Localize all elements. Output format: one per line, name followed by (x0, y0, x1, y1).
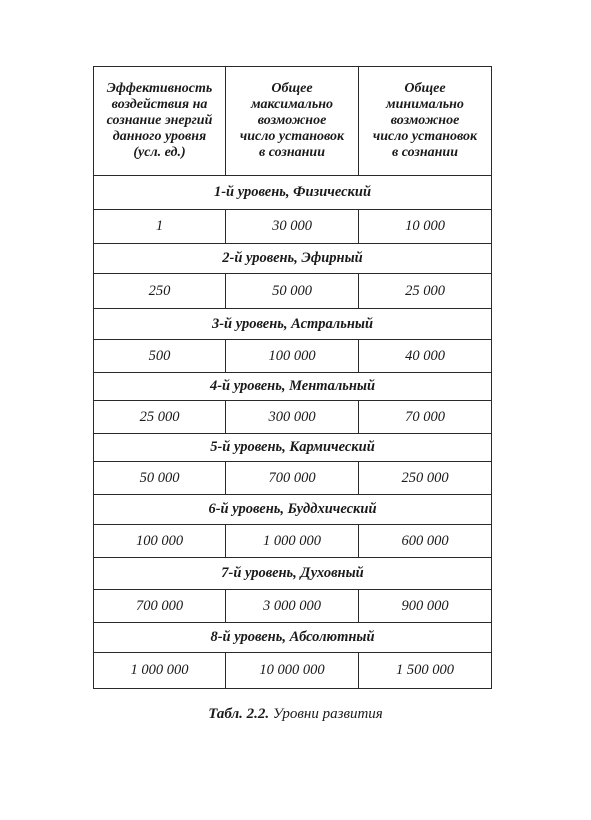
header-line: Эффективность (106, 81, 213, 96)
value-max: 700 000 (226, 462, 359, 495)
level-title-row (94, 309, 492, 340)
level-title: 3-й уровень, Астральный (94, 309, 492, 340)
header-line: в сознании (258, 145, 325, 160)
value-effectiveness: 1 000 000 (94, 653, 226, 689)
level-title: 1-й уровень, Физический (94, 176, 492, 210)
header-line: максимально (250, 97, 334, 112)
level-title: 7-й уровень, Духовный (94, 558, 492, 590)
level-title-row (94, 176, 492, 210)
level-values-row (94, 401, 492, 434)
level-title-row (94, 495, 492, 525)
level-values-row (94, 525, 492, 558)
header-line: Общее (271, 81, 313, 96)
value-max: 300 000 (226, 401, 359, 434)
value-min: 900 000 (359, 590, 492, 623)
value-effectiveness: 50 000 (94, 462, 226, 495)
level-title: 8-й уровень, Абсолютный (94, 623, 492, 653)
header-line: данного уровня (112, 129, 207, 144)
level-title-row (94, 558, 492, 590)
header-effectiveness (94, 67, 226, 176)
value-effectiveness: 1 (94, 210, 226, 244)
level-values-row (94, 462, 492, 495)
value-effectiveness: 250 (94, 274, 226, 309)
value-min: 40 000 (359, 340, 492, 373)
value-min: 250 000 (359, 462, 492, 495)
caption-text: Уровни развития (272, 706, 383, 722)
value-max: 100 000 (226, 340, 359, 373)
header-line: в сознании (391, 145, 458, 160)
value-min: 10 000 (359, 210, 492, 244)
value-min: 1 500 000 (359, 653, 492, 689)
table-header-row (94, 67, 492, 176)
caption-label: Табл. 2.2. (208, 706, 270, 722)
value-effectiveness: 500 (94, 340, 226, 373)
level-title-row (94, 373, 492, 401)
level-title-row (94, 244, 492, 274)
level-title: 4-й уровень, Ментальный (94, 373, 492, 401)
value-max: 3 000 000 (226, 590, 359, 623)
value-effectiveness: 100 000 (94, 525, 226, 558)
value-max: 10 000 000 (226, 653, 359, 689)
value-effectiveness: 700 000 (94, 590, 226, 623)
value-max: 50 000 (226, 274, 359, 309)
header-line: Общее (404, 81, 446, 96)
value-min: 600 000 (359, 525, 492, 558)
header-line: число установок (239, 129, 345, 144)
level-values-row (94, 274, 492, 309)
header-min-settings (359, 67, 492, 176)
level-values-row (94, 590, 492, 623)
header-line: число установок (372, 129, 478, 144)
header-line: сознание энергий (106, 113, 213, 128)
value-min: 25 000 (359, 274, 492, 309)
level-title-row (94, 434, 492, 462)
value-max: 30 000 (226, 210, 359, 244)
level-values-row (94, 340, 492, 373)
header-line: воздействия на (111, 97, 208, 112)
table-caption (0, 706, 591, 723)
header-line: возможное (257, 113, 327, 128)
level-title: 2-й уровень, Эфирный (94, 244, 492, 274)
level-title-row (94, 623, 492, 653)
value-effectiveness: 25 000 (94, 401, 226, 434)
value-min: 70 000 (359, 401, 492, 434)
level-title: 5-й уровень, Кармический (94, 434, 492, 462)
header-line: минимально (386, 97, 464, 112)
header-line: (усл. ед.) (133, 145, 186, 160)
value-max: 1 000 000 (226, 525, 359, 558)
levels-table (93, 66, 492, 689)
level-title: 6-й уровень, Буддхический (94, 495, 492, 525)
level-values-row (94, 210, 492, 244)
level-values-row (94, 653, 492, 689)
header-line: возможное (390, 113, 460, 128)
header-max-settings (226, 67, 359, 176)
